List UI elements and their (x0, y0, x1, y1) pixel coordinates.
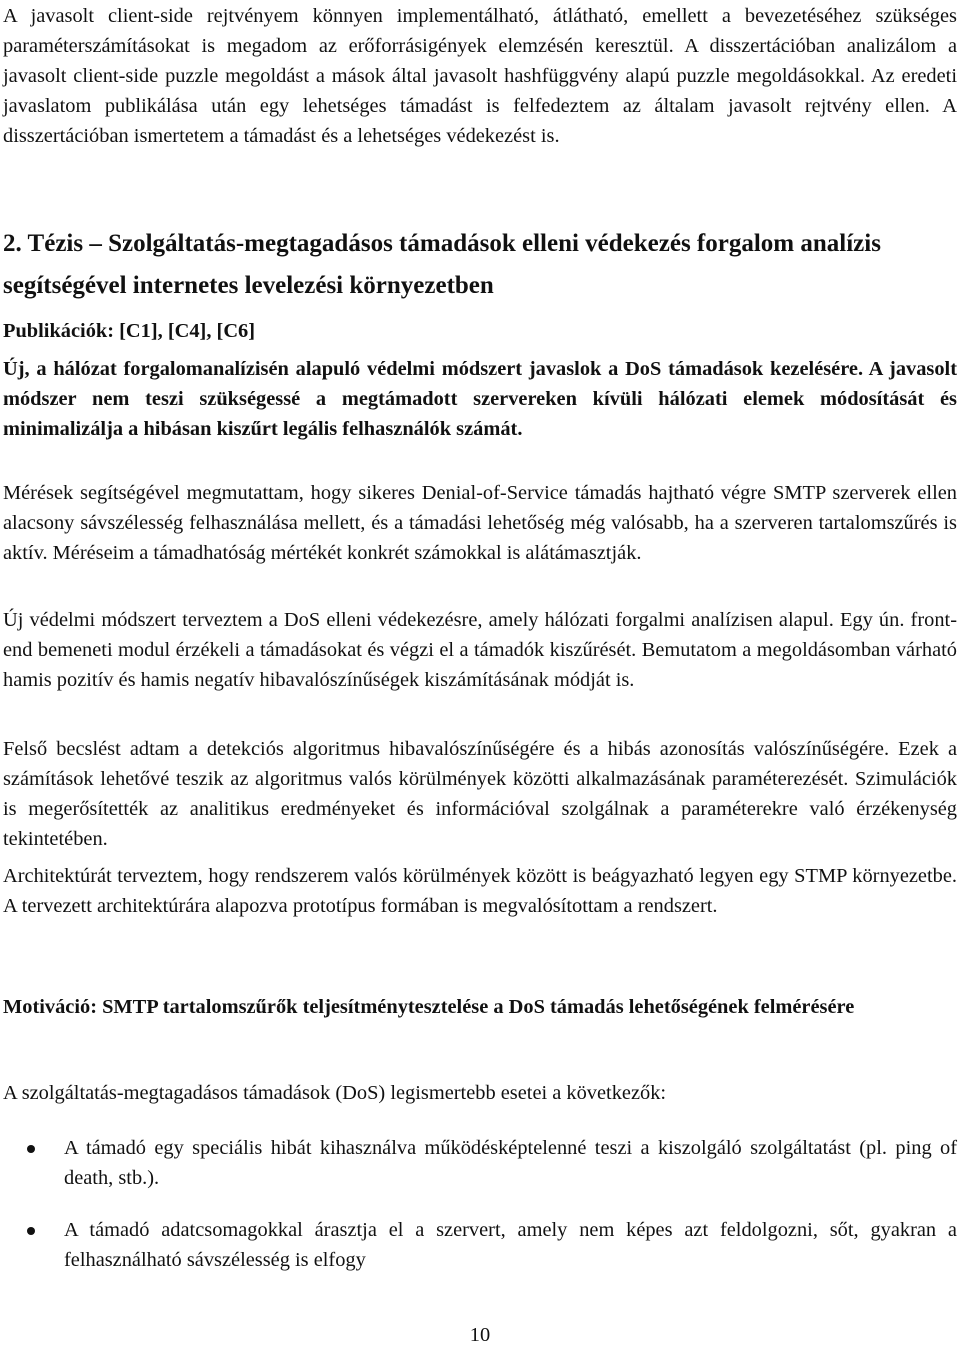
list-item-text: A támadó adatcsomagokkal árasztja el a szervert, amely nem képes azt feldolgozni, sőt, gyakran a felhasználható sávszélesség is elfogy (64, 1219, 957, 1271)
motivation-intro: A szolgáltatás-megtagadásos támadások (DoS) legismertebb esetei a következők: (3, 1082, 667, 1104)
publications-line: Publikációk: [C1], [C4], [C6] (3, 320, 256, 342)
body-paragraph-measurements: Mérések segítségével megmutattam, hogy sikeres Denial-of-Service támadás hajtható végre SMTP szerverek ellen alacsony sávszélesség felhasználása mellett, és a támadási lehetőség még valósabb, ha a szerveren tartalomszűrés is aktív. Méréseim a támadhatóság mértékét konkrét számokkal is alátámasztják. (3, 482, 957, 564)
bullet-icon (27, 1145, 35, 1153)
body-paragraph-defense-method: Új védelmi módszert terveztem a DoS elleni védekezésre, amely hálózati forgalmi analízisen alapul. Egy ún. front-end bemeneti modul érzékeli a támadásokat és végzi el a támadók kiszűrését. Bemutatom a megoldásomban várható hamis pozitív és hamis negatív hibavalószínűségek kiszámításának módját is. (3, 609, 957, 691)
thesis-summary: Új, a hálózat forgalomanalízisén alapuló védelmi módszert javaslok a DoS támadások kezelésére. A javasolt módszer nem teszi szükségessé a megtámadott szervereken kívüli hálózati elemek módosítását és minimalizálja a hibásan kiszűrt legális felhasználók számát. (3, 358, 957, 440)
body-paragraph-upper-bound: Felső becslést adtam a detekciós algoritmus hibavalószínűségére és a hibás azonosítás valószínűségére. Ezek a számítások lehetővé teszik az algoritmus valós körülmények közötti alkalmazásának paraméterezését. Szimulációk is megerősítették az analitikus eredményeket és információval szolgálnak a paraméterekre való érzékenység tekintetében. (3, 738, 957, 850)
motivation-heading: Motiváció: SMTP tartalomszűrők teljesítménytesztelése a DoS támadás lehetőségének felmérésére (3, 996, 855, 1018)
thesis-heading: 2. Tézis – Szolgáltatás-megtagadásos támadások elleni védekezés forgalom analízis segítségével internetes levelezési környezetben (3, 230, 881, 299)
bullet-icon (27, 1227, 35, 1235)
intro-paragraph: A javasolt client-side rejtvényem könnyen implementálható, átlátható, emellett a bevezetéséhez szükséges paraméterszámításokat is megadom az erőforrásigények elemzésén keresztül. A disszertációban analizálom a javasolt client-side puzzle megoldást a mások által javasolt hashfüggvény alapú puzzle megoldásokkal. Az eredeti javaslatom publikálása után egy lehetséges támadást is felfedeztem az általam javasolt rejtvény ellen. A disszertációban ismertetem a támadást és a lehetséges védekezést is. (3, 5, 957, 147)
list-item (0, 1215, 957, 1275)
list-item-text: A támadó egy speciális hibát kihasználva működésképtelenné teszi a kiszolgáló szolgáltatást (pl. ping of death, stb.). (64, 1137, 957, 1189)
attack-list (0, 1133, 957, 1275)
page-number: 10 (469, 1324, 491, 1346)
body-paragraph-architecture: Architektúrát terveztem, hogy rendszerem valós körülmények között is beágyazható legyen egy STMP környezetbe. A tervezett architektúrára alapozva prototípus formában is megvalósítottam a rendszert. (3, 865, 957, 917)
list-item (0, 1133, 957, 1193)
